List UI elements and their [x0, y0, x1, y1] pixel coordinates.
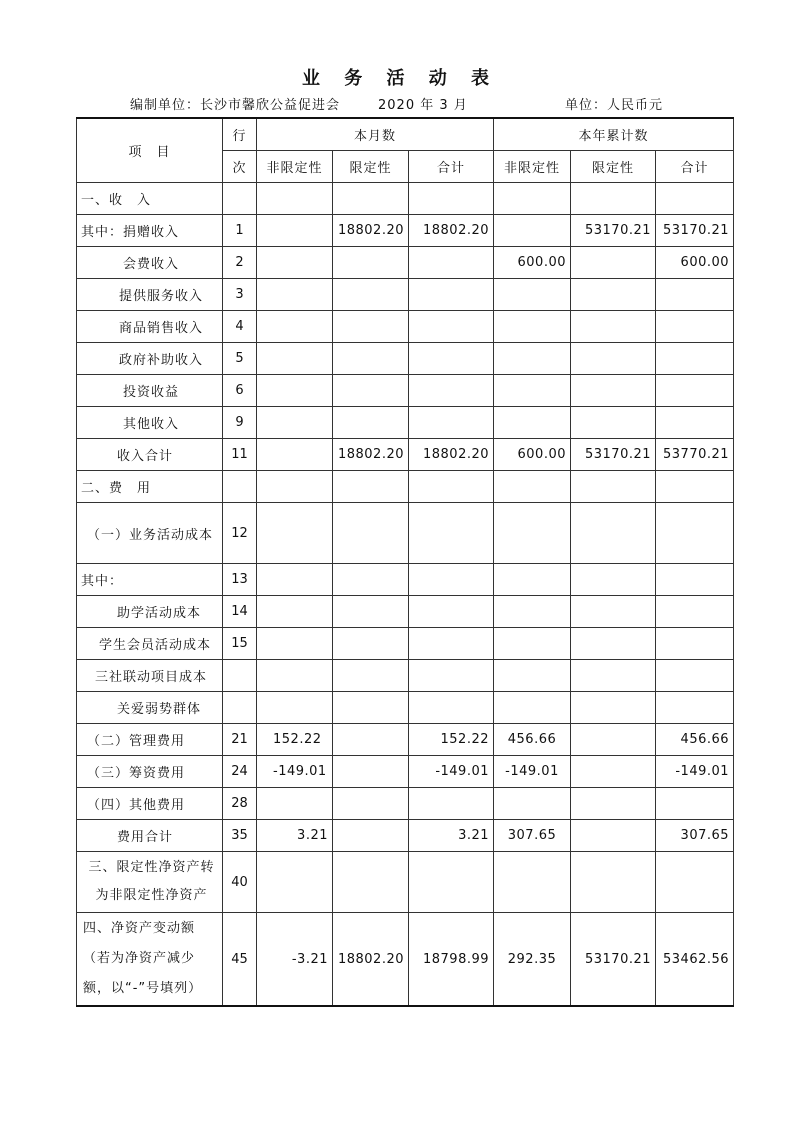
row-line: 28	[223, 788, 257, 820]
row-line: 40	[223, 852, 257, 913]
header-line-top: 行	[223, 118, 257, 151]
cell-year-restricted	[571, 628, 656, 660]
row-item: （二）管理费用	[77, 724, 223, 756]
cell-year-restricted	[571, 183, 656, 215]
header-current-month: 本月数	[257, 118, 494, 151]
cell-month-restricted	[333, 628, 409, 660]
cell-month-restricted	[333, 820, 409, 852]
row-item: 关爱弱势群体	[77, 692, 223, 724]
cell-year-restricted	[571, 564, 656, 596]
cell-year-total	[656, 564, 734, 596]
cell-month-unrestricted	[257, 628, 333, 660]
cell-year-restricted: 53170.21	[571, 215, 656, 247]
cell-month-total: 18802.20	[409, 439, 494, 471]
cell-month-total	[409, 660, 494, 692]
cell-month-restricted	[333, 183, 409, 215]
cell-month-total	[409, 471, 494, 503]
cell-year-unrestricted	[494, 596, 571, 628]
cell-month-unrestricted: -149.01	[257, 756, 333, 788]
cell-year-restricted	[571, 407, 656, 439]
cell-month-unrestricted	[257, 596, 333, 628]
header-year-to-date: 本年累计数	[494, 118, 734, 151]
cell-month-total	[409, 852, 494, 913]
row-item: 二、费 用	[77, 471, 223, 503]
cell-month-unrestricted	[257, 788, 333, 820]
cell-year-total	[656, 628, 734, 660]
cell-month-unrestricted	[257, 564, 333, 596]
cell-month-restricted	[333, 375, 409, 407]
table-row	[77, 503, 734, 564]
row-line: 14	[223, 596, 257, 628]
header-month-total: 合计	[409, 151, 494, 183]
cell-year-total	[656, 343, 734, 375]
table-row	[77, 471, 734, 503]
table-row	[77, 343, 734, 375]
cell-month-restricted: 18802.20	[333, 439, 409, 471]
table-row	[77, 311, 734, 343]
cell-year-total	[656, 375, 734, 407]
cell-year-total	[656, 503, 734, 564]
table-row	[77, 279, 734, 311]
cell-month-unrestricted	[257, 311, 333, 343]
row-line: 21	[223, 724, 257, 756]
cell-month-total	[409, 564, 494, 596]
cell-year-total: 456.66	[656, 724, 734, 756]
cell-month-restricted	[333, 724, 409, 756]
cell-year-unrestricted	[494, 375, 571, 407]
cell-month-total	[409, 247, 494, 279]
cell-year-restricted	[571, 852, 656, 913]
cell-year-unrestricted	[494, 279, 571, 311]
row-item: 一、收 入	[77, 183, 223, 215]
table-row	[77, 247, 734, 279]
row-line: 13	[223, 564, 257, 596]
cell-year-unrestricted: 456.66	[494, 724, 571, 756]
cell-year-unrestricted	[494, 311, 571, 343]
cell-month-total: 18802.20	[409, 215, 494, 247]
table-row	[77, 183, 734, 215]
row-item: 提供服务收入	[77, 279, 223, 311]
cell-year-unrestricted	[494, 660, 571, 692]
cell-year-unrestricted	[494, 564, 571, 596]
row-line: 5	[223, 343, 257, 375]
row-item: 学生会员活动成本	[77, 628, 223, 660]
cell-month-restricted: 18802.20	[333, 215, 409, 247]
cell-year-restricted	[571, 311, 656, 343]
cell-year-unrestricted	[494, 852, 571, 913]
cell-month-restricted	[333, 311, 409, 343]
cell-month-unrestricted	[257, 660, 333, 692]
header-line-bottom: 次	[223, 151, 257, 183]
cell-month-total	[409, 596, 494, 628]
cell-year-total	[656, 279, 734, 311]
cell-year-restricted: 53170.21	[571, 439, 656, 471]
cell-year-unrestricted: 600.00	[494, 439, 571, 471]
cell-year-unrestricted	[494, 692, 571, 724]
table-row	[77, 788, 734, 820]
cell-year-total	[656, 471, 734, 503]
cell-year-total: 600.00	[656, 247, 734, 279]
row-line: 3	[223, 279, 257, 311]
cell-year-restricted	[571, 471, 656, 503]
row-line: 1	[223, 215, 257, 247]
row-line: 15	[223, 628, 257, 660]
cell-year-unrestricted	[494, 788, 571, 820]
cell-month-unrestricted	[257, 439, 333, 471]
row-item: 三、限定性净资产转为非限定性净资产	[77, 852, 223, 913]
row-line	[223, 692, 257, 724]
table-row	[77, 852, 734, 913]
cell-year-unrestricted: 307.65	[494, 820, 571, 852]
row-item: （四）其他费用	[77, 788, 223, 820]
cell-year-total	[656, 788, 734, 820]
row-item: 投资收益	[77, 375, 223, 407]
cell-month-total	[409, 183, 494, 215]
row-item: 其他收入	[77, 407, 223, 439]
cell-year-restricted	[571, 247, 656, 279]
row-line: 45	[223, 913, 257, 1007]
row-line: 11	[223, 439, 257, 471]
row-item: 助学活动成本	[77, 596, 223, 628]
row-item: 会费收入	[77, 247, 223, 279]
row-item: 收入合计	[77, 439, 223, 471]
row-item: 商品销售收入	[77, 311, 223, 343]
cell-month-unrestricted: 152.22	[257, 724, 333, 756]
row-item: 政府补助收入	[77, 343, 223, 375]
cell-year-restricted	[571, 756, 656, 788]
row-line	[223, 471, 257, 503]
cell-month-total	[409, 503, 494, 564]
row-line: 35	[223, 820, 257, 852]
header-month-restricted: 限定性	[333, 151, 409, 183]
cell-year-restricted	[571, 788, 656, 820]
table-row	[77, 692, 734, 724]
cell-month-total	[409, 279, 494, 311]
cell-month-restricted	[333, 852, 409, 913]
header-year-unrestricted: 非限定性	[494, 151, 571, 183]
organization-label: 编制单位：长沙市馨欣公益促进会	[130, 98, 341, 113]
cell-month-unrestricted	[257, 279, 333, 311]
cell-month-restricted	[333, 756, 409, 788]
cell-year-unrestricted	[494, 407, 571, 439]
header-month-unrestricted: 非限定性	[257, 151, 333, 183]
cell-month-total	[409, 343, 494, 375]
cell-month-total: 152.22	[409, 724, 494, 756]
cell-year-total: 307.65	[656, 820, 734, 852]
cell-year-restricted	[571, 279, 656, 311]
cell-month-restricted	[333, 596, 409, 628]
row-line	[223, 183, 257, 215]
cell-month-total	[409, 692, 494, 724]
row-line: 2	[223, 247, 257, 279]
cell-month-total: 3.21	[409, 820, 494, 852]
cell-year-unrestricted: 600.00	[494, 247, 571, 279]
report-title: 业 务 活 动 表	[301, 68, 499, 89]
cell-year-total: 53770.21	[656, 439, 734, 471]
cell-month-unrestricted	[257, 343, 333, 375]
cell-month-total: -149.01	[409, 756, 494, 788]
cell-month-unrestricted	[257, 183, 333, 215]
cell-year-total: -149.01	[656, 756, 734, 788]
row-item: 三社联动项目成本	[77, 660, 223, 692]
row-line: 9	[223, 407, 257, 439]
cell-month-unrestricted: -3.21	[257, 913, 333, 1007]
cell-month-unrestricted	[257, 852, 333, 913]
cell-year-total: 53462.56	[656, 913, 734, 1007]
cell-year-total	[656, 183, 734, 215]
table-row	[77, 439, 734, 471]
cell-year-unrestricted	[494, 343, 571, 375]
activity-statement-table	[76, 117, 734, 1007]
cell-year-unrestricted	[494, 471, 571, 503]
cell-month-restricted	[333, 247, 409, 279]
cell-month-unrestricted	[257, 215, 333, 247]
row-line: 6	[223, 375, 257, 407]
cell-month-total	[409, 375, 494, 407]
cell-month-restricted	[333, 660, 409, 692]
cell-year-total	[656, 852, 734, 913]
cell-month-total	[409, 788, 494, 820]
cell-month-total: 18798.99	[409, 913, 494, 1007]
cell-year-unrestricted	[494, 628, 571, 660]
cell-year-total	[656, 407, 734, 439]
cell-year-unrestricted	[494, 503, 571, 564]
cell-month-total	[409, 407, 494, 439]
cell-year-restricted	[571, 596, 656, 628]
cell-month-restricted: 18802.20	[333, 913, 409, 1007]
table-row	[77, 820, 734, 852]
cell-month-restricted	[333, 564, 409, 596]
cell-year-restricted	[571, 503, 656, 564]
cell-year-total	[656, 692, 734, 724]
table-row	[77, 628, 734, 660]
cell-year-restricted	[571, 724, 656, 756]
cell-year-total	[656, 596, 734, 628]
table-row	[77, 215, 734, 247]
cell-month-restricted	[333, 343, 409, 375]
cell-month-unrestricted	[257, 503, 333, 564]
table-row	[77, 564, 734, 596]
cell-month-total	[409, 628, 494, 660]
cell-month-unrestricted: 3.21	[257, 820, 333, 852]
cell-year-restricted	[571, 820, 656, 852]
table-row	[77, 596, 734, 628]
row-item: 四、净资产变动额（若为净资产减少额，以“-”号填列）	[77, 913, 223, 1007]
cell-month-restricted	[333, 407, 409, 439]
cell-month-restricted	[333, 503, 409, 564]
cell-year-unrestricted	[494, 215, 571, 247]
cell-year-total	[656, 311, 734, 343]
table-row	[77, 913, 734, 1007]
row-item: （三）筹资费用	[77, 756, 223, 788]
cell-year-total: 53170.21	[656, 215, 734, 247]
table-row	[77, 407, 734, 439]
table-row	[77, 756, 734, 788]
cell-year-restricted	[571, 343, 656, 375]
cell-year-restricted	[571, 660, 656, 692]
cell-month-unrestricted	[257, 471, 333, 503]
header-year-total: 合计	[656, 151, 734, 183]
cell-year-restricted: 53170.21	[571, 913, 656, 1007]
table-row	[77, 660, 734, 692]
row-line	[223, 660, 257, 692]
row-item: 其中：	[77, 564, 223, 596]
row-line: 4	[223, 311, 257, 343]
cell-month-total	[409, 311, 494, 343]
cell-year-total	[656, 660, 734, 692]
cell-month-restricted	[333, 471, 409, 503]
row-item: 其中：捐赠收入	[77, 215, 223, 247]
cell-year-unrestricted: 292.35	[494, 913, 571, 1007]
cell-month-unrestricted	[257, 692, 333, 724]
report-period: 2020 年 3 月	[378, 98, 468, 113]
row-line: 12	[223, 503, 257, 564]
header-year-restricted: 限定性	[571, 151, 656, 183]
table-row	[77, 724, 734, 756]
cell-year-unrestricted: -149.01	[494, 756, 571, 788]
table-row	[77, 375, 734, 407]
cell-month-unrestricted	[257, 375, 333, 407]
cell-month-restricted	[333, 279, 409, 311]
cell-year-unrestricted	[494, 183, 571, 215]
row-item: （一）业务活动成本	[77, 503, 223, 564]
cell-month-restricted	[333, 692, 409, 724]
cell-month-unrestricted	[257, 247, 333, 279]
cell-month-restricted	[333, 788, 409, 820]
row-item: 费用合计	[77, 820, 223, 852]
currency-unit: 单位：人民币元	[565, 98, 664, 113]
cell-month-unrestricted	[257, 407, 333, 439]
row-line: 24	[223, 756, 257, 788]
header-item: 项 目	[77, 118, 223, 183]
cell-year-restricted	[571, 692, 656, 724]
cell-year-restricted	[571, 375, 656, 407]
